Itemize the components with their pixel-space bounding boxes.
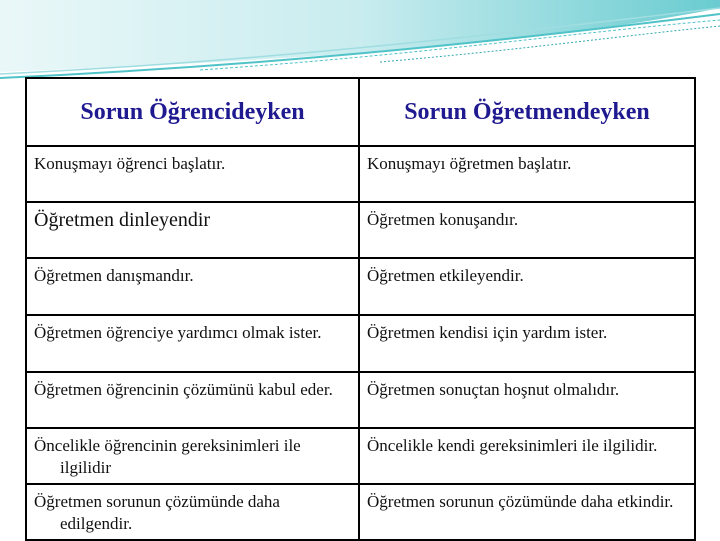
table-cell: Öğretmen öğrenciye yardımcı olmak ister. — [34, 323, 322, 342]
table-cell: Öğretmen kendisi için yardım ister. — [367, 323, 608, 342]
table-row — [26, 202, 695, 258]
comparison-table — [25, 77, 696, 541]
table-cell: Öğretmen sorunun çözümünde daha etkindir. — [367, 492, 674, 511]
table-cell: Konuşmayı öğrenci başlatır. — [34, 154, 226, 173]
decorative-wave-banner — [0, 0, 720, 80]
header-student-problem: Sorun Öğrencideyken — [26, 78, 359, 146]
table-header-row — [26, 78, 695, 146]
table-cell: Konuşmayı öğretmen başlatır. — [367, 154, 572, 173]
table-row — [26, 428, 695, 484]
table-row — [26, 146, 695, 202]
table-cell: Öğretmen danışmandır. — [34, 266, 194, 285]
table-cell: Öğretmen öğrencinin çözümünü kabul eder. — [34, 380, 333, 399]
table-row — [26, 315, 695, 372]
table-cell: Öğretmen etkileyendir. — [367, 266, 524, 285]
table-row — [26, 258, 695, 315]
table-cell: Öğretmen konuşandır. — [367, 210, 519, 229]
table-row — [26, 372, 695, 428]
table-cell: Öğretmen sorunun çözümünde daha edilgendir. — [34, 492, 280, 533]
table-cell: Öğretmen dinleyendir — [34, 209, 211, 231]
table-row — [26, 484, 695, 540]
table-cell: Öğretmen sonuçtan hoşnut olmalıdır. — [367, 380, 620, 399]
header-teacher-problem: Sorun Öğretmendeyken — [359, 78, 695, 146]
table-cell: Öncelikle öğrencinin gereksinimleri ile ilgilidir — [34, 436, 301, 477]
table-cell: Öncelikle kendi gereksinimleri ile ilgilidir. — [367, 436, 658, 455]
